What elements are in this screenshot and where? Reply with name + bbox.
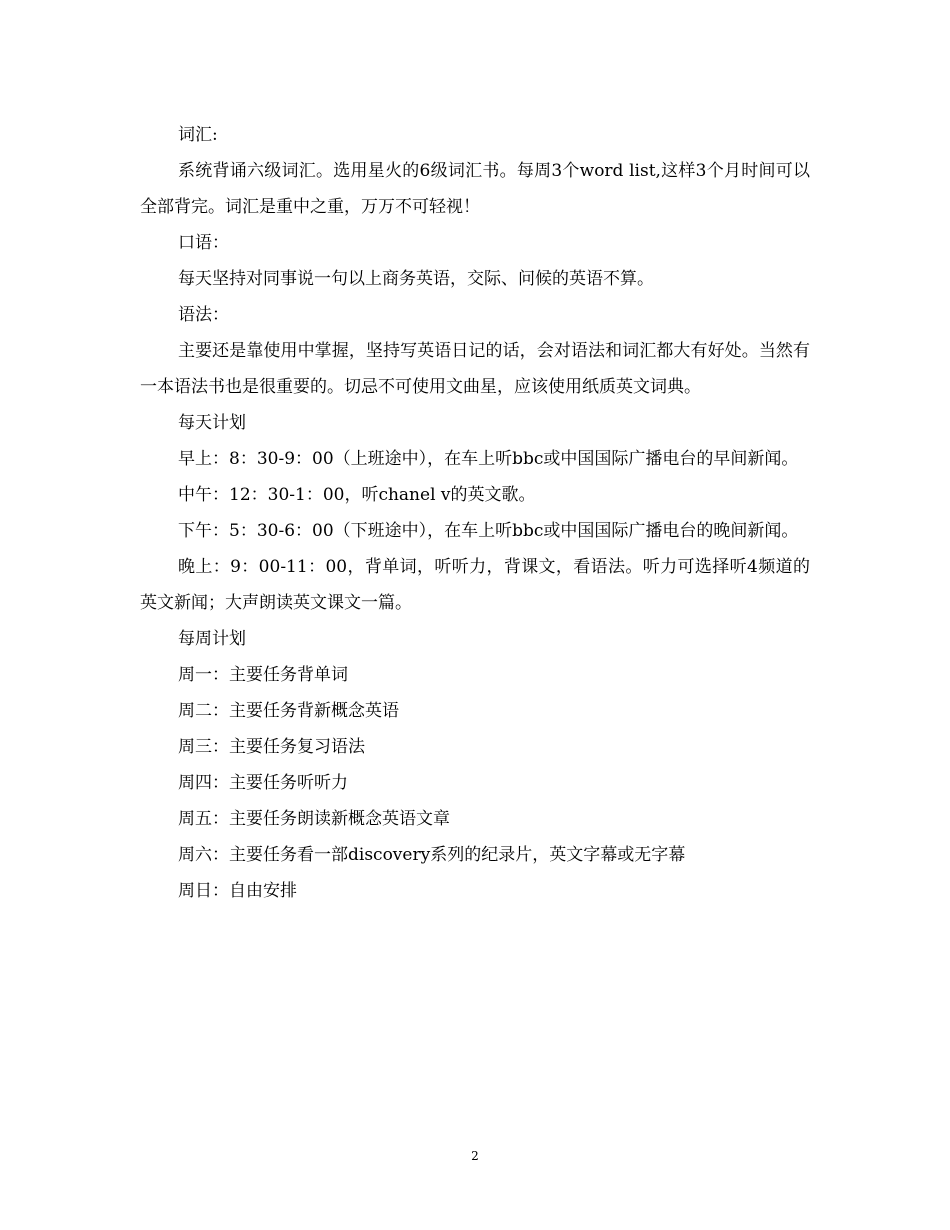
paragraph-saturday: 周六：主要任务看一部discovery系列的纪录片，英文字幕或无字幕 (178, 845, 686, 865)
paragraph-friday: 周五：主要任务朗读新概念英语文章 (178, 809, 450, 829)
paragraph-monday: 周一：主要任务背单词 (178, 665, 348, 685)
paragraph-speaking-heading: 口语： (178, 233, 229, 253)
paragraph-grammar-plan: 主要还是靠使用中掌握，坚持写英语日记的话，会对语法和词汇都大有好处。当然有一本语法书也是很重要的。切忌不可使用文曲星，应该使用纸质英文词典。 (140, 341, 810, 397)
paragraph-thursday: 周四：主要任务听听力 (178, 773, 348, 793)
paragraph-weekly-plan-heading: 每周计划 (178, 629, 246, 649)
paragraph-afternoon: 下午：5：30-6：00（下班途中），在车上听bbc或中国国际广播电台的晚间新闻。 (178, 521, 799, 541)
document-body (140, 117, 810, 909)
paragraph-grammar-heading: 语法： (178, 305, 229, 325)
paragraph-daily-plan-heading: 每天计划 (178, 413, 246, 433)
paragraph-wednesday: 周三：主要任务复习语法 (178, 737, 365, 757)
paragraph-vocabulary-plan: 系统背诵六级词汇。选用星火的6级词汇书。每周3个word list,这样3个月时间可以全部背完。词汇是重中之重，万万不可轻视！ (140, 161, 810, 217)
paragraph-vocabulary-heading: 词汇: (178, 125, 218, 145)
paragraph-evening: 晚上：9：00-11：00，背单词，听听力，背课文，看语法。听力可选择听4频道的英文新闻；大声朗读英文课文一篇。 (140, 557, 810, 613)
page-number: 2 (471, 1149, 479, 1163)
paragraph-noon: 中午：12：30-1：00，听chanel v的英文歌。 (178, 485, 536, 505)
paragraph-tuesday: 周二：主要任务背新概念英语 (178, 701, 399, 721)
paragraph-morning: 早上：8：30-9：00（上班途中），在车上听bbc或中国国际广播电台的早间新闻。 (178, 449, 799, 469)
paragraph-speaking-plan: 每天坚持对同事说一句以上商务英语，交际、问候的英语不算。 (178, 269, 654, 289)
paragraph-sunday: 周日：自由安排 (178, 881, 297, 901)
